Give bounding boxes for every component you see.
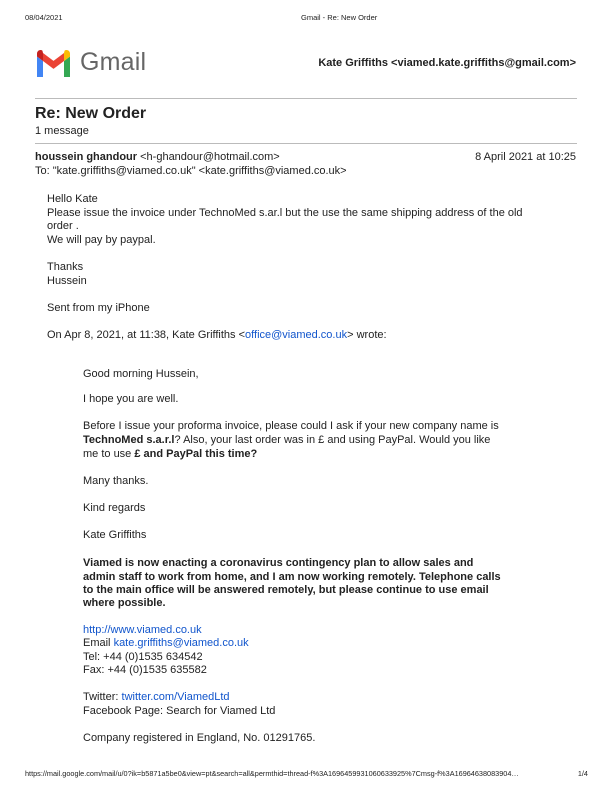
signature-name: Kate Griffiths xyxy=(83,529,147,541)
sender xyxy=(35,151,280,163)
body-line: Hussein xyxy=(47,275,87,287)
facebook-line: Facebook Page: Search for Viamed Ltd xyxy=(83,705,276,717)
notice-line: admin staff to work from home, and I am now working remotely. Telephone calls xyxy=(83,571,501,583)
print-date: 08/04/2021 xyxy=(25,13,63,22)
thread-subject: Re: New Order xyxy=(35,105,147,122)
header-divider xyxy=(35,98,577,99)
quoted-line: Before I issue your proforma invoice, please could I ask if your new company name is xyxy=(83,420,499,432)
recipient-line: To: "kate.griffiths@viamed.co.uk" <kate.griffiths@viamed.co.uk> xyxy=(35,165,347,177)
quote-intro-suffix: > wrote: xyxy=(347,329,387,341)
notice-line: where possible. xyxy=(83,597,166,609)
quoted-line xyxy=(83,448,257,461)
subject-divider xyxy=(35,143,577,144)
website-link[interactable]: http://www.viamed.co.uk xyxy=(83,624,202,636)
twitter-label: Twitter: xyxy=(83,691,122,703)
print-title: Gmail - Re: New Order xyxy=(301,13,378,22)
notice-line: Viamed is now enacting a coronavirus contingency plan to allow sales and xyxy=(83,557,474,569)
office-email-link[interactable]: office@viamed.co.uk xyxy=(245,329,348,341)
gmail-wordmark: Gmail xyxy=(80,48,147,76)
twitter-link[interactable]: twitter.com/ViamedLtd xyxy=(121,691,230,703)
email-link[interactable]: kate.griffiths@viamed.co.uk xyxy=(113,637,249,649)
body-line: We will pay by paypal. xyxy=(47,234,156,246)
quoted-bold-question: £ and PayPal this time? xyxy=(134,448,258,460)
quoted-text: ? Also, your last order was in £ and using PayPal. Would you like xyxy=(174,434,491,446)
email-label: Email xyxy=(83,637,114,649)
body-line: order . xyxy=(47,220,79,232)
body-line: Hello Kate xyxy=(47,193,98,205)
company-registration: Company registered in England, No. 01291765. xyxy=(83,732,316,744)
quoted-line xyxy=(83,434,490,447)
quote-intro xyxy=(47,329,387,342)
body-line: Please issue the invoice under TechnoMed s.ar.l but the use the same shipping address of the old xyxy=(47,207,523,219)
message-count: 1 message xyxy=(35,125,89,137)
quoted-line: Many thanks. xyxy=(83,475,149,487)
quote-intro-text: On Apr 8, 2021, at 11:38, Kate Griffiths < xyxy=(47,329,246,341)
quoted-line: Kind regards xyxy=(83,502,146,514)
print-url: https://mail.google.com/mail/u/0?ik=b5871a5be0&view=pt&search=all&permthid=thread-f%3A1696459931060633925%7Cmsg-f%3A16964638083904… xyxy=(25,769,519,778)
message-date: 8 April 2021 at 10:25 xyxy=(475,151,576,163)
quoted-line: I hope you are well. xyxy=(83,393,179,405)
account-label: Kate Griffiths <viamed.kate.griffiths@gmail.com> xyxy=(318,57,576,69)
quoted-text: me to use xyxy=(83,448,135,460)
company-name: TechnoMed s.a.r.l xyxy=(83,434,175,446)
gmail-m-logo-icon xyxy=(35,49,72,82)
sender-name: houssein ghandour xyxy=(35,151,138,163)
body-line: Sent from my iPhone xyxy=(47,302,150,314)
tel-line: Tel: +44 (0)1535 634542 xyxy=(83,651,203,663)
email-line xyxy=(83,637,249,650)
fax-line: Fax: +44 (0)1535 635582 xyxy=(83,664,207,676)
page-number: 1/4 xyxy=(577,769,588,778)
notice-line: to the main office will be answered remotely, but please continue to use email xyxy=(83,584,489,596)
quoted-greeting: Good morning Hussein, xyxy=(83,368,199,380)
sender-email: <h-ghandour@hotmail.com> xyxy=(140,151,280,163)
body-line: Thanks xyxy=(47,261,84,273)
twitter-line xyxy=(83,691,230,704)
